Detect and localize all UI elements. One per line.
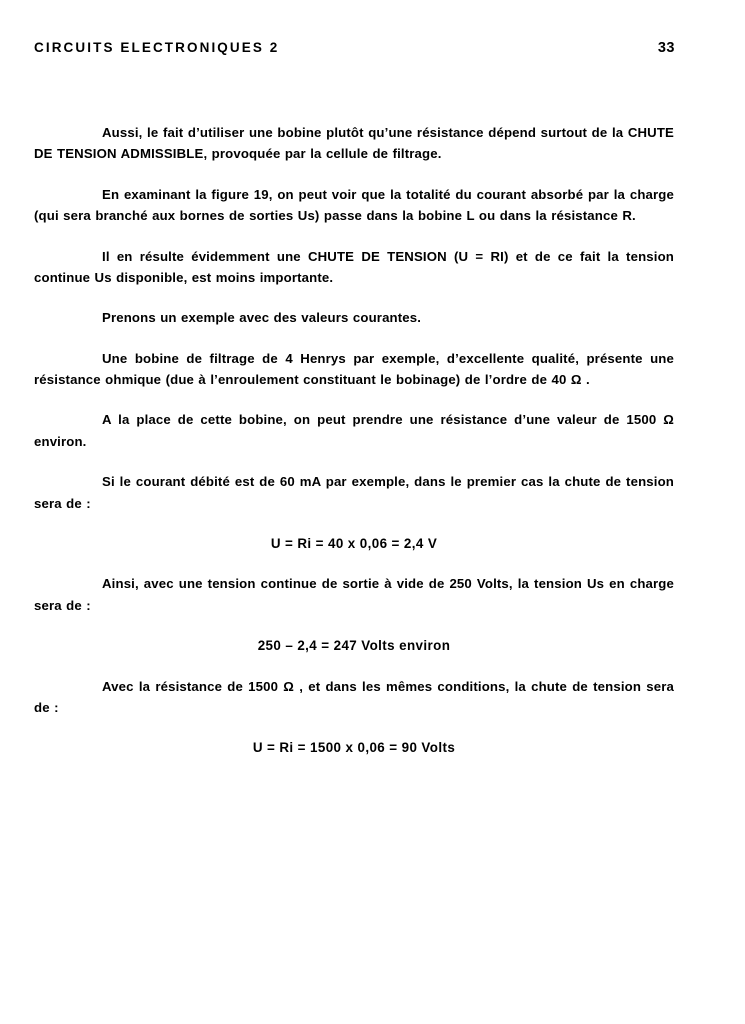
paragraph: A la place de cette bobine, on peut prendre une résistance d’une valeur de 1500 Ω environ. xyxy=(34,412,674,449)
page-header xyxy=(34,40,675,56)
paragraph: Il en résulte évidemment une CHUTE DE TENSION (U = RI) et de ce fait la tension continue Us disponible, est moins importante. xyxy=(34,248,674,285)
paragraph: Aussi, le fait d’utiliser une bobine plutôt qu’une résistance dépend surtout de la CHUTE DE TENSION ADMISSIBLE, provoquée par la cellule de filtrage. xyxy=(34,125,674,162)
paragraph: En examinant la figure 19, on peut voir que la totalité du courant absorbé par la charge (qui sera branché aux bornes de sorties Us) passe dans la bobine L ou dans la résistance R. xyxy=(34,186,674,224)
equation: 250 – 2,4 = 247 Volts environ xyxy=(257,638,451,654)
body-text-column xyxy=(34,122,674,778)
paragraph: Avec la résistance de 1500 Ω , et dans les mêmes conditions, la chute de tension sera de : xyxy=(34,678,674,715)
equation: U = Ri = 40 x 0,06 = 2,4 V xyxy=(270,535,438,551)
paragraph: Si le courant débité est de 60 mA par exemple, dans le premier cas la chute de tension sera de : xyxy=(34,474,674,511)
paragraph: Prenons un exemple avec des valeurs courantes. xyxy=(102,310,422,326)
header-title: CIRCUITS ELECTRONIQUES 2 xyxy=(34,40,280,55)
equation: U = Ri = 1500 x 0,06 = 90 Volts xyxy=(252,740,456,756)
paragraph: Ainsi, avec une tension continue de sortie à vide de 250 Volts, la tension Us en charge sera de : xyxy=(34,576,674,613)
paragraph: Une bobine de filtrage de 4 Henrys par exemple, d’excellente qualité, présente une résistance ohmique (due à l’enroulement constituant le bobinage) de l’ordre de 40 Ω . xyxy=(34,350,674,387)
page-number: 33 xyxy=(657,40,675,56)
